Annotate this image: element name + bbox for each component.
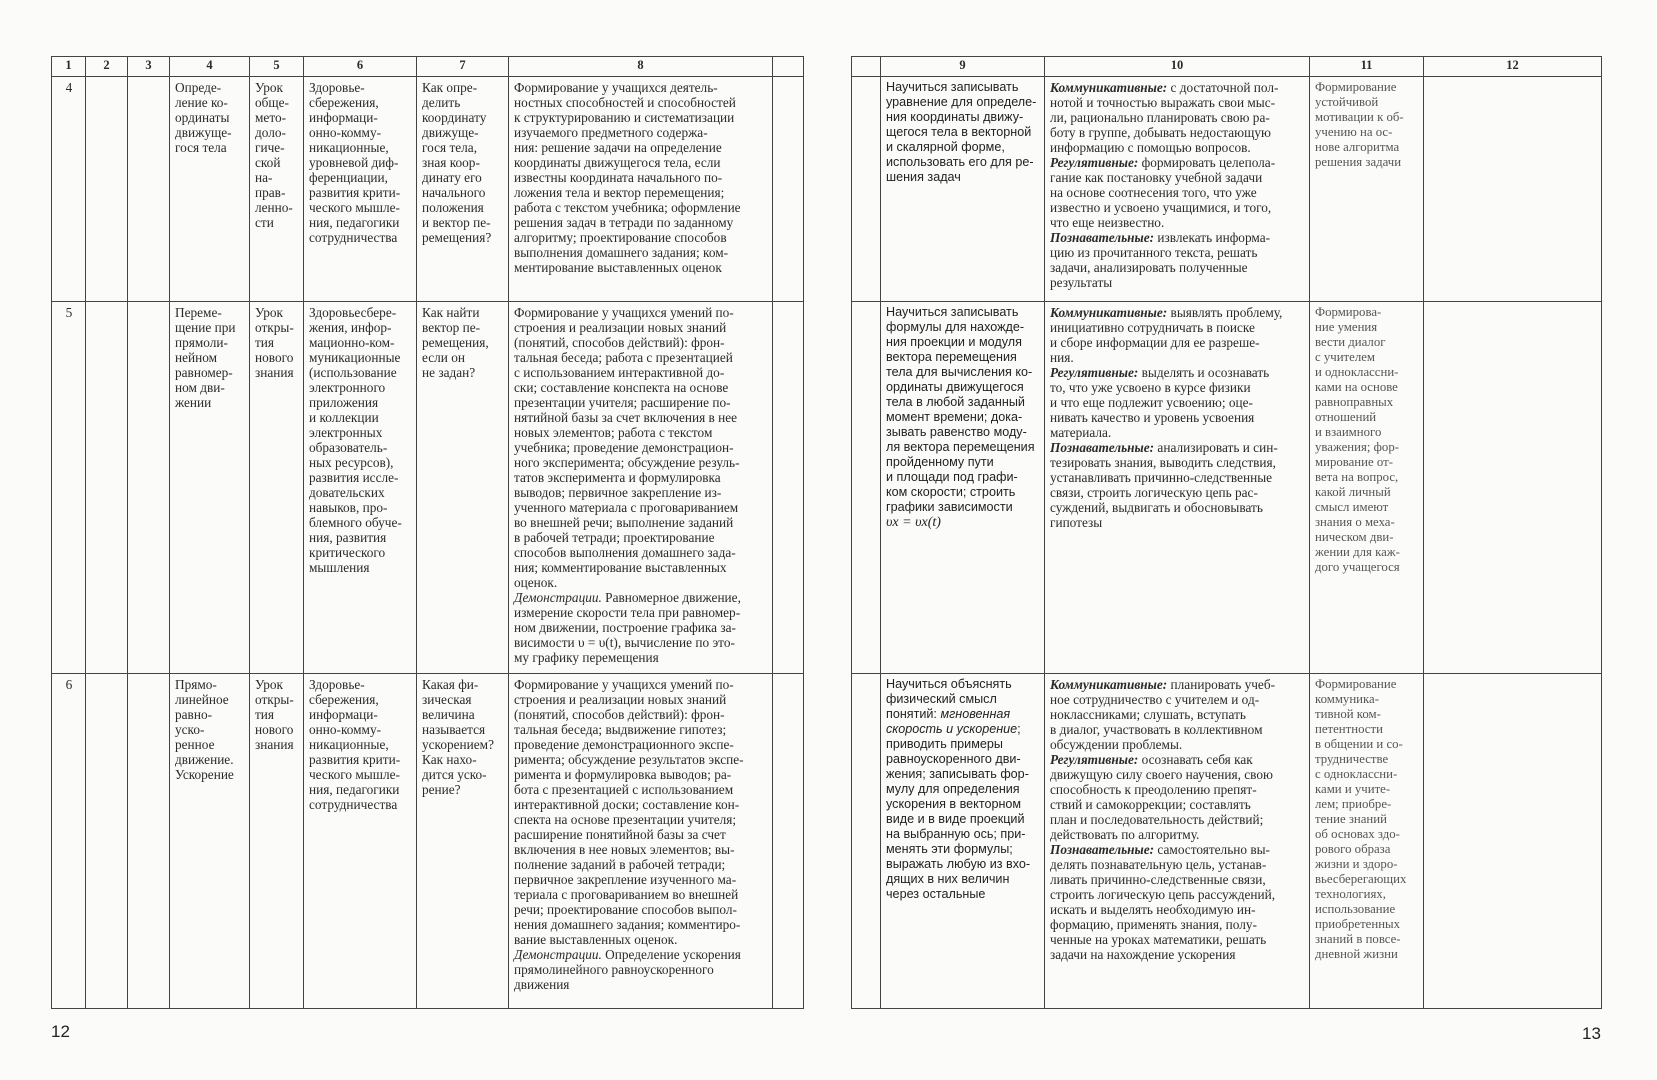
- column-header: 5: [250, 57, 304, 77]
- column-header: [852, 57, 881, 77]
- technologies-cell: Здоровье- сбережения, информаци- онно-комму- никационные, уровневой диф- ференциации, развития крити- ческого мышле- ния, педагогики сотрудничества: [304, 77, 417, 302]
- uud-category-label: Познавательные:: [1050, 440, 1155, 455]
- empty-cell: [1424, 77, 1602, 302]
- empty-cell: [128, 77, 170, 302]
- demonstrations-text: Определение ускорения прямолинейного равноускоренного движения: [514, 947, 741, 992]
- empty-cell: [86, 77, 128, 302]
- lesson-topic-cell: Прямо- линейное равно- уско- ренное движение. Ускорение: [170, 674, 250, 1009]
- uud-category-text: выделять и осознавать то, что уже усвоено в курсе физики и что еще подлежит усвоению; оце- нивать качество и уровень усвоения материала.: [1050, 365, 1270, 440]
- problem-question-cell: Как найти вектор пе- ремещения, если он не задан?: [417, 302, 509, 674]
- activities-cell: [509, 77, 773, 302]
- lesson-type-cell: Урок откры- тия нового знания: [250, 302, 304, 674]
- personal-results-cell: Формирование устойчивой мотивации к об- учению на ос- нове алгоритма решения задачи: [1310, 77, 1424, 302]
- table-header-row: [52, 57, 804, 77]
- uud-category-label: Регулятивные:: [1050, 365, 1139, 380]
- problem-question-cell: Какая фи- зическая величина называется ускорением? Как нахо- дится уско- рение?: [417, 674, 509, 1009]
- subject-results-cell: [881, 77, 1045, 302]
- empty-cell: [86, 674, 128, 1009]
- lesson-type-cell: Урок откры- тия нового знания: [250, 674, 304, 1009]
- uud-category-text: осознавать себя как движущую силу своего научения, свою способность к преодолению препят- ствий и самокоррекции; составлять план и последовательность действий; действовать по алгоритму.: [1050, 752, 1273, 842]
- empty-cell: [128, 302, 170, 674]
- column-header: 8: [509, 57, 773, 77]
- lesson-number-cell: 5: [52, 302, 86, 674]
- uud-category-label: Познавательные:: [1050, 842, 1155, 857]
- lesson-topic-cell: Опреде- ление ко- ординаты движуще- гося тела: [170, 77, 250, 302]
- technologies-cell: Здоровье- сбережения, информаци- онно-комму- никационные, развития крити- ческого мышле- ния, педагогики сотрудничества: [304, 674, 417, 1009]
- column-header: 3: [128, 57, 170, 77]
- uud-category-label: Регулятивные:: [1050, 155, 1139, 170]
- column-header: 12: [1424, 57, 1602, 77]
- table-row: [852, 674, 1602, 1009]
- subject-results-text: Научиться объяснять физический смысл понятий:: [886, 677, 1012, 721]
- demonstrations-label: Демонстрации.: [514, 590, 602, 605]
- demonstrations-label: Демонстрации.: [514, 947, 602, 962]
- lesson-topic-cell: Переме- щение при прямоли- нейном равномер- ном дви- жении: [170, 302, 250, 674]
- lesson-plan-table-right: [851, 56, 1602, 1009]
- table-row: [52, 77, 804, 302]
- table-row: [852, 77, 1602, 302]
- empty-cell: [773, 77, 804, 302]
- subject-results-text: Научиться записывать уравнение для определе- ния координаты движу- щегося тела в векторной и скалярной форме, использовать его для ре- шения задач: [886, 80, 1037, 184]
- uud-category-text: анализировать и син- тезировать знания, выводить следствия, устанавливать причинно-следственные связи, строить логическую цепь рас- суждений, выдвигать и обосновывать гипотезы: [1050, 440, 1278, 530]
- lesson-plan-table-left: [51, 56, 804, 1009]
- uud-category-text: формировать целепола- гание как постановку учебной задачи на основе соотнесения того, что уже известно и усвоено учащимися, и того, что еще неизвестно.: [1050, 155, 1276, 230]
- lesson-type-cell: Урок обще- мето- доло- гиче- ской на- прав- ленно- сти: [250, 77, 304, 302]
- lesson-number-cell: 6: [52, 674, 86, 1009]
- column-header: 7: [417, 57, 509, 77]
- empty-cell: [1424, 302, 1602, 674]
- subject-results-cell: [881, 302, 1045, 674]
- empty-cell: [852, 302, 881, 674]
- problem-question-cell: Как опре- делить координату движуще- гося тела, зная коор- динату его начального положения и вектор пе- ремещения?: [417, 77, 509, 302]
- activities-text: Формирование у учащихся деятель- ностных способностей и способностей к структурированию и систематизации изучаемого предметного содержа- ния: решение задачи на определение координаты движущегося тела, если известны координата начального по- ложения тела и вектор перемещения; работа с текстом учебника; оформление решения задач в тетради по заданному алгоритму; проектирование способов выполнения домашнего задания; ком- ментирование выставленных оценок: [514, 80, 741, 275]
- column-header: 10: [1045, 57, 1310, 77]
- subject-results-term: мгновенная скорость и ускорение: [886, 707, 1018, 736]
- activities-cell: [509, 302, 773, 674]
- column-header: [773, 57, 804, 77]
- empty-cell: [773, 674, 804, 1009]
- demonstrations-text: Равномерное движение, измерение скорости тела при равномер- ном движении, построение графика за- висимости υ = υ(t), вычисление по это- му графику перемещения: [514, 590, 741, 665]
- uud-category-label: Регулятивные:: [1050, 752, 1139, 767]
- uud-category-text: самостоятельно вы- делять познавательную цель, устанав- ливать причинно-следственные связи, строить логическую цепь рассуждений, искать и выделять необходимую ин- формацию, применять знания, полу- ченные на уроках математики, решать задачи на нахождение ускорения: [1050, 842, 1276, 962]
- column-header: 4: [170, 57, 250, 77]
- meta-subject-results-cell: [1045, 674, 1310, 1009]
- empty-cell: [852, 77, 881, 302]
- activities-text: Формирование у учащихся умений по- строения и реализации новых знаний (понятий, способов действий): фрон- тальная беседа; работа с презентацией с использованием интерактивной до- ски; составление конспекта на основе презентации учителя; расширение по- нятийной базы за счет включения в нее новых элементов; работа с текстом учебника; проведение демонстрацион- ного эксперимента; обсуждение резуль- татов эксперимента и формулировка выводов; первичное закрепление из- ученного материала с проговариванием во внешней речи; выполнение заданий в рабочей тетради; проектирование способов выполнения домашнего зада- ния; комментирование выставленных оценок.: [514, 305, 740, 590]
- lesson-number-cell: 4: [52, 77, 86, 302]
- column-header: 9: [881, 57, 1045, 77]
- column-header: 1: [52, 57, 86, 77]
- empty-cell: [128, 674, 170, 1009]
- personal-results-cell: Формирование коммуника- тивной ком- петентности в общении и со- трудничестве с одноклассни- ками и учите- лем; приобре- тение знаний об основах здо- рового образа жизни и здоро- вьесберегающих технологиях, использование приобретенных знаний в повсе- дневной жизни: [1310, 674, 1424, 1009]
- table-row: [52, 674, 804, 1009]
- uud-category-label: Познавательные:: [1050, 230, 1155, 245]
- table-header-row: [852, 57, 1602, 77]
- uud-category-text: планировать учеб- ное сотрудничество с учителем и од- ноклассниками; слушать, вступать в диалог, участвовать в коллективном обсуждении проблемы.: [1050, 677, 1276, 752]
- column-header: 6: [304, 57, 417, 77]
- table-row: [52, 302, 804, 674]
- meta-subject-results-cell: [1045, 302, 1310, 674]
- empty-cell: [1424, 674, 1602, 1009]
- meta-subject-results-cell: [1045, 77, 1310, 302]
- empty-cell: [86, 302, 128, 674]
- table-row: [852, 302, 1602, 674]
- empty-cell: [773, 302, 804, 674]
- subject-results-text: Научиться записывать формулы для нахожде- ния проекции и модуля вектора перемещения тела для вычисления ко- ординаты движущегося тела в любой заданный момент времени; дока- зывать равенство моду- ля вектора перемещения пройденному пути и площади под графи- ком скорости; строить графики зависимости: [886, 305, 1035, 514]
- uud-category-label: Коммуникативные:: [1050, 80, 1168, 95]
- uud-category-text: выявлять проблему, инициативно сотрудничать в поиске и сборе информации для ее разреше- ния.: [1050, 305, 1283, 365]
- velocity-formula: υx = υx(t): [886, 515, 941, 530]
- column-header: 2: [86, 57, 128, 77]
- technologies-cell: Здоровьесбере- жения, инфор- мационно-ком- муникационные (использование электронного приложения и коллекции электронных образователь- ных ресурсов), развития иссле- довательских навыков, про- блемного обуче- ния, развития критического мышления: [304, 302, 417, 674]
- uud-category-label: Коммуникативные:: [1050, 305, 1168, 320]
- empty-cell: [852, 674, 881, 1009]
- column-header: 11: [1310, 57, 1424, 77]
- subject-results-text: ; приводить примеры равноускоренного дви- жения; записывать фор- мулу для определения ускорения в векторном виде и в виде проекций на выбранную ось; при- менять эти формулы; выражать любую из вхо- дящих в них величин через остальные: [886, 722, 1031, 901]
- personal-results-cell: Формирова- ние умения вести диалог с учителем и одноклассни- ками на основе равноправных отношений и взаимного уважения; фор- мирование от- вета на вопрос, какой личный смысл имеют знания о меха- ническом дви- жении для каж- дого учащегося: [1310, 302, 1424, 674]
- activities-cell: [509, 674, 773, 1009]
- page-number-right: 13: [1582, 1024, 1601, 1043]
- activities-text: Формирование у учащихся умений по- строения и реализации новых знаний (понятий, способов действий): фрон- тальная беседа; выдвижение гипотез; проведение демонстрационного экспе- римента; обсуждение результатов экспе- римента и формулировка выводов; ра- бота с презентацией с использованием интерактивной доски; составление кон- спекта на основе презентации учителя; расширение понятийной базы за счет включения в нее новых элементов; вы- полнение заданий в рабочей тетради; первичное закрепление изученного ма- териала с проговариванием во внешней речи; проектирование способов выпол- нения домашнего задания; комментиро- вание выставленных оценок.: [514, 677, 744, 947]
- uud-category-text: извлекать информа- цию из прочитанного текста, решать задачи, анализировать полученные результаты: [1050, 230, 1271, 290]
- subject-results-cell: [881, 674, 1045, 1009]
- uud-category-label: Коммуникативные:: [1050, 677, 1168, 692]
- page-number-left: 12: [51, 1022, 70, 1041]
- uud-category-text: с достаточной пол- нотой и точностью выражать свои мыс- ли, рационально планировать свою ра- боту в группе, добывать недостающую информацию с помощью вопросов.: [1050, 80, 1279, 155]
